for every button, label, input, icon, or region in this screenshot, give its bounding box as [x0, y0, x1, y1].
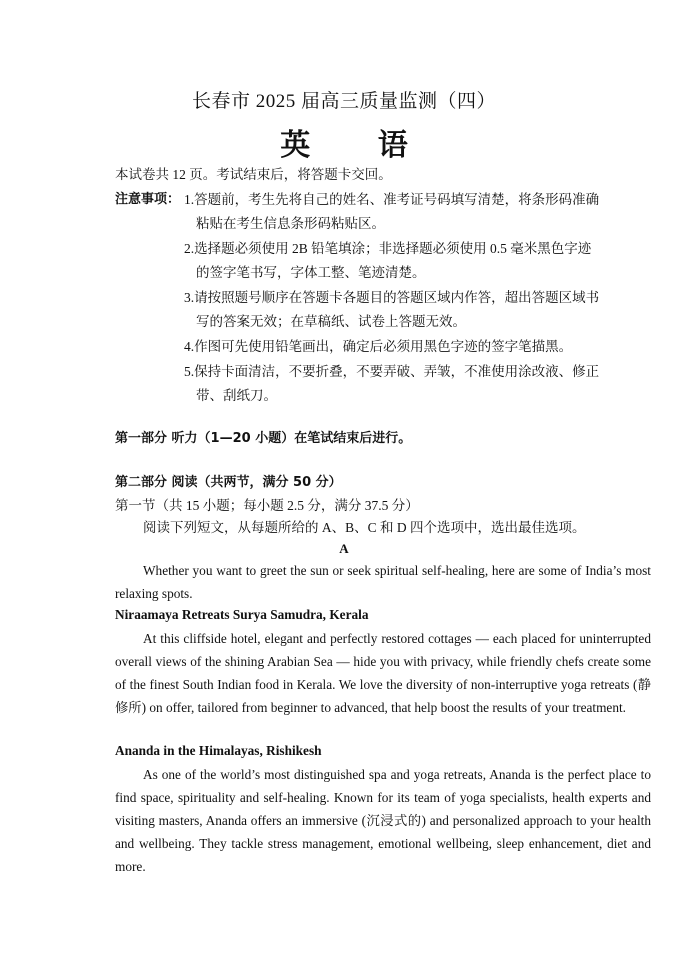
- note-4-line-1: 4.作图可先使用铅笔画出，确定后必须用黑色字迹的签字笔描黑。: [184, 339, 573, 354]
- note-2-line-2: 的签字笔书写，字体工整、笔迹清楚。: [196, 265, 426, 280]
- part-1-heading: 第一部分 听力（1—20 小题）在笔试结束后进行。: [115, 431, 412, 446]
- spot-1-paragraph: [115, 627, 651, 719]
- spot-2-paragraph: [115, 763, 651, 878]
- spot-2-text: As one of the world’s most distinguished spa and yoga retreats, Ananda is the perfect place to find space, spirituality and self-healing. Known for its team of yoga specialists, health experts and visiting masters, Ananda offers an immersive (沉浸式的) and personalized approach to your health and wellbeing. They tackle stress management, emotional wellbeing, sleep enhancement, diet and more.: [115, 767, 651, 874]
- spot-1-text: At this cliffside hotel, elegant and perfectly restored cottages — each placed for uninterrupted overall views of the shining Arabian Sea — hide you with privacy, while friendly chefs create some of the finest South Indian food in Kerala. We love the diversity of non-interruptive yoga retreats (静修所) on offer, tailored from beginner to advanced, that help boost the results of your treatment.: [115, 631, 651, 715]
- reading-instruction: 阅读下列短文，从每题所给的 A、B、C 和 D 四个选项中，选出最佳选项。: [143, 520, 586, 535]
- note-5-line-1: 5.保持卡面清洁，不要折叠，不要弄破、弄皱，不准使用涂改液、修正: [184, 364, 600, 379]
- note-5-line-2: 带、刮纸刀。: [196, 388, 277, 403]
- spot-1-name: Niraamaya Retreats Surya Samudra, Kerala: [115, 607, 369, 622]
- passage-intro: [115, 559, 651, 605]
- spot-2-name: Ananda in the Himalayas, Rishikesh: [115, 743, 322, 758]
- subject-title: 英 语: [280, 129, 438, 162]
- note-2-line-1: 2.选择题必须使用 2B 铅笔填涂；非选择题必须使用 0.5 毫米黑色字迹: [184, 241, 592, 256]
- part-2-heading: 第二部分 阅读（共两节，满分 50 分）: [115, 475, 342, 490]
- notes-label: 注意事项：: [115, 192, 181, 207]
- note-1-line-2: 粘贴在考生信息条形码粘贴区。: [196, 216, 385, 231]
- note-1-line-1: 1.答题前，考生先将自己的姓名、准考证号码填写清楚，将条形码准确: [184, 192, 600, 207]
- passage-letter: A: [339, 541, 349, 556]
- passage-intro-text: Whether you want to greet the sun or seek spiritual self-healing, here are some of India’s most relaxing spots.: [115, 563, 651, 601]
- section-1-heading: 第一节（共 15 小题；每小题 2.5 分，满分 37.5 分）: [115, 498, 419, 513]
- note-3-line-2: 写的答案无效；在草稿纸、试卷上答题无效。: [196, 314, 466, 329]
- exam-title: 长春市 2025 届高三质量监测（四）: [191, 91, 496, 112]
- exam-intro: 本试卷共 12 页。考试结束后，将答题卡交回。: [115, 167, 392, 182]
- note-3-line-1: 3.请按照题号顺序在答题卡各题目的答题区域内作答，超出答题区域书: [184, 290, 600, 305]
